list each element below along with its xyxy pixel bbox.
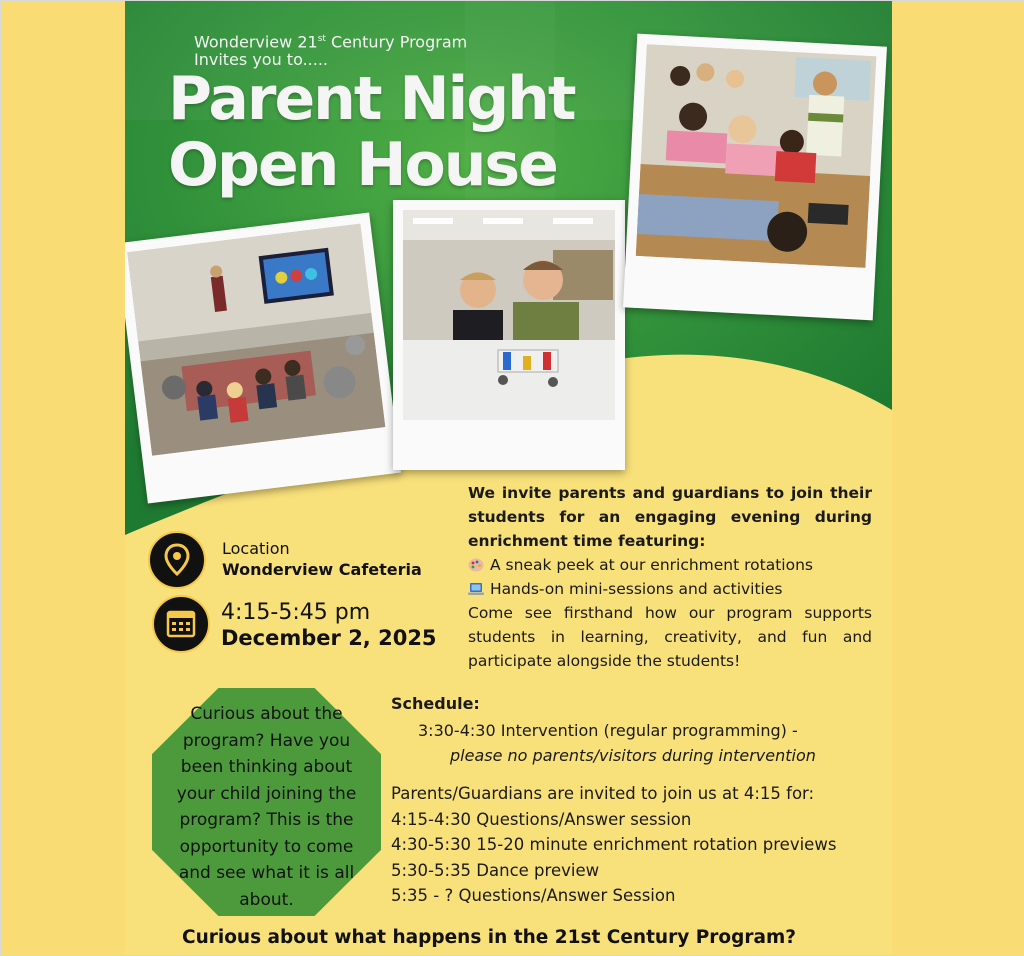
schedule-intervention-note: please no parents/visitors during intervention (450, 746, 816, 765)
kicker-text: Wonderview 21st Century Program Invites you to..... (194, 32, 468, 70)
right-margin (892, 0, 1024, 956)
palette-icon (468, 558, 484, 572)
students-building-image (403, 210, 615, 420)
schedule-item: 5:30-5:35 Dance preview (391, 860, 600, 880)
callout-text: Curious about the program? Have you been thinking about your child joining the program? This is the opportunity to come and see what it is all about. (176, 704, 357, 910)
calendar-icon (152, 595, 210, 653)
footer-question: Curious about what happens in the 21st Century Program? (182, 927, 796, 948)
students-building-photo (393, 200, 625, 470)
event-time: 4:15-5:45 pm (221, 600, 371, 625)
schedule-item: 4:15-4:30 Questions/Answer session (391, 809, 692, 829)
classroom-photo-image (127, 224, 385, 456)
intro-bullet-1: A sneak peek at our enrichment rotations (468, 553, 872, 577)
students-table-activity-photo (623, 34, 887, 321)
classroom-presentation-photo (125, 212, 401, 503)
location-value: Wonderview Cafeteria (222, 560, 422, 579)
schedule-heading: Schedule: (391, 694, 480, 713)
location-label: Location (222, 539, 290, 558)
title-line-2: Open House (168, 130, 557, 200)
page-title (168, 66, 688, 198)
schedule-invite: Parents/Guardians are invited to join us at 4:15 for: (391, 784, 815, 803)
schedule-item: 5:35 - ? Questions/Answer Session (391, 886, 676, 905)
schedule-item: 4:30-5:30 15-20 minute enrichment rotation previews (391, 835, 837, 854)
schedule-intervention: 3:30-4:30 Intervention (regular programming) - (418, 721, 798, 740)
left-margin (0, 0, 125, 956)
laptop-icon (468, 582, 484, 596)
intro-lead: We invite parents and guardians to join their students for an engaging evening during enrichment time featuring: (468, 484, 872, 550)
event-date: December 2, 2025 (221, 626, 437, 650)
intro-bullet-2: Hands-on mini-sessions and activities (468, 577, 872, 601)
intro-text (468, 481, 872, 673)
location-pin-icon (148, 531, 206, 589)
flyer (125, 0, 892, 956)
title-line-1: Parent Night (168, 64, 575, 134)
intro-closing: Come see firsthand how our program supports students in learning, creativity, and fun and participate alongside the students! (468, 604, 872, 670)
schedule (391, 693, 881, 909)
students-table-image (636, 44, 877, 268)
